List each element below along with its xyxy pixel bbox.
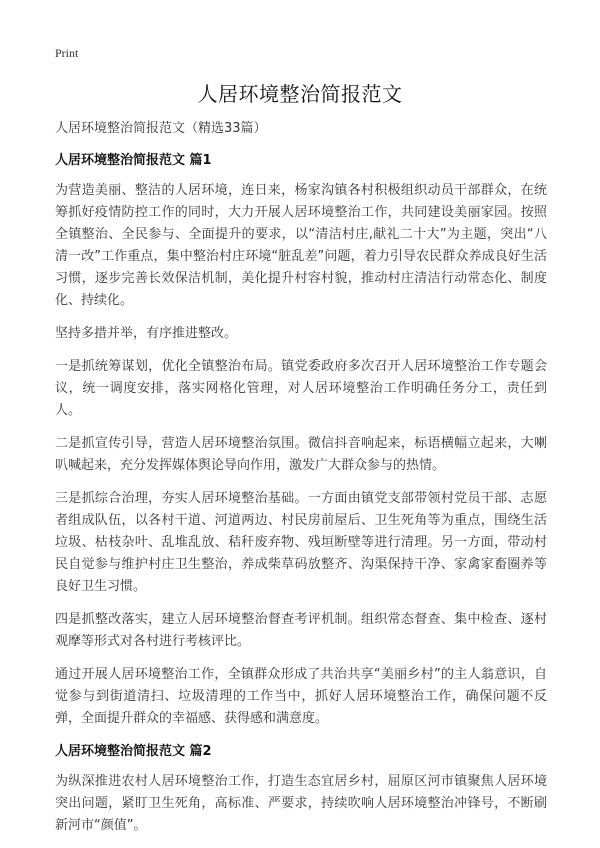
section-2 xyxy=(55,741,547,837)
paragraph: 通过开展人居环境整治工作，全镇群众形成了共治共享“美丽乡村”的主人翁意识，自觉参与到街道清扫、垃圾清理的工作当中，抓好人居环境整治工作，确保问题不反弹，全面提升群众的幸福感、获得感和满意度。 xyxy=(55,667,547,726)
page-title: 人居环境整治简报范文 xyxy=(197,82,403,106)
paragraph: 一是抓统筹谋划，优化全镇整治布局。镇党委政府多次召开人居环境整治工作专题会议，统一调度安排，落实网格化管理，对人居环境整治工作明确任务分工，责任到人。 xyxy=(55,359,547,418)
print-label: Print xyxy=(55,46,79,60)
paragraph: 二是抓宣传引导，营造人居环境整治氛围。微信抖音响起来，标语横幅立起来，大喇叭喊起来，充分发挥媒体舆论导向作用，激发广大群众参与的热情。 xyxy=(55,436,547,473)
paragraph: 为营造美丽、整洁的人居环境，连日来，杨家沟镇各村积极组织动员干部群众，在统筹抓好疫情防控工作的同时，大力开展人居环境整治工作，共同建设美丽家园。按照全镇整治、全民参与、全面提升的要求，以“清洁村庄,献礼二十大”为主题，突出“八清一改”工作重点，集中整治村庄环境“脏乱差”问题，着力引导农民群众养成良好生活习惯，逐步完善长效保洁机制，美化提升村容村貌，推动村庄清洁行动常态化、制度化、持续化。 xyxy=(55,183,547,308)
section-1 xyxy=(55,150,547,730)
document-subtitle: 人居环境整治简报范文（精选33篇） xyxy=(55,121,267,136)
paragraph: 坚持多措并举，有序推进整改。 xyxy=(55,326,238,341)
paragraph: 四是抓整改落实，建立人居环境整治督查考评机制。组织常态督查、集中检查、逐村观摩等形式对各村进行考核评比。 xyxy=(55,612,547,649)
section-heading: 人居环境整治简报范文 篇1 xyxy=(55,153,212,168)
paragraph: 为纵深推进农村人居环境整治工作，打造生态宜居乡村，屈原区河市镇聚焦人居环境突出问题，紧盯卫生死角，高标准、严要求，持续吹响人居环境整治冲锋号，不断刷新河市“颜值”。 xyxy=(55,774,547,833)
document-body xyxy=(55,118,547,848)
paragraph: 三是抓综合治理，夯实人居环境整治基础。一方面由镇党支部带领村党员干部、志愿者组成队伍，以各村干道、河道两边、村民房前屋后、卫生死角等为重点，围绕生活垃圾、枯枝杂叶、乱堆乱放、秸秆废弃物、残垣断壁等进行清理。另一方面，带动村民自觉参与维护村庄卫生整治，养成柴草码放整齐、沟渠保持干净、家禽家畜圈养等良好卫生习惯。 xyxy=(55,491,547,594)
section-heading: 人居环境整治简报范文 篇2 xyxy=(55,744,212,759)
